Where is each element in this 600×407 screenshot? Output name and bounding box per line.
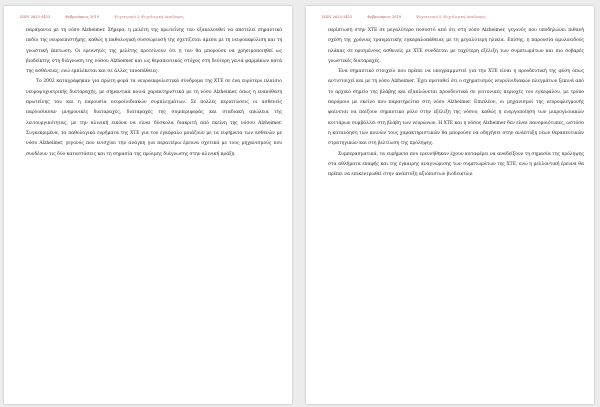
body-text xyxy=(26,26,282,398)
paragraph: Το 2002 καταγράφηκαν για πρώτη φορά τα νευροεκφυλιστικά σύνδρομα της ΧΤΕ σε ένα ευρύτερο πλαίσιο νευροψυχιατρικής διαταραχής, με σημαντικά κοινά χαρακτηριστικά με τη νόσο Alzheimer, όπως η εναπόθεση πρωτεΐνης ταυ και η παρουσία νευροϊνιδιακών συμπλεγμάτων. Σε πολλές περιπτώσεις οι ασθενείς παρουσίασαν μνημονικές διαταραχές, διαταραχές της συμπεριφοράς και σταδιακή απώλεια της λειτουργικότητας, με την κλινική εικόνα να είναι δύσκολα διακριτή από εκείνη της νόσου Alzheimer. Συγκεκριμένα, τα παθολογικά ευρήματα της ΧΤΕ για τον εγκέφαλο μοιάζουν με τα ευρήματα των ασθενών με νόσο Alzheimer, γεγονός που ενισχύει την ανάγκη για περαιτέρω έρευνα σχετικά με τους μηχανισμούς που συνδέουν τις δύο καταστάσεις και τη σημασία της πρώιμης διάγνωσης στην κλινική πράξη. xyxy=(26,79,282,157)
journal-title: Ψυχιατρική & Ψυχολογική Αναδρομές xyxy=(416,15,487,19)
right-page xyxy=(306,6,594,404)
paragraph: περίπτωση στην ΧΤΕ σε μεγαλύτερο ποσοστό από ότι στη νόσο Alzheimer, γεγονός που υποδηλώνει πιθανή σχέση της χρόνιας τραυματικής εγκεφαλοπάθειας με τη μεγαλύτερη ηλικία. Επίσης, η παρουσία αμυλοειδούς πλάκας σε ορισμένους ασθενείς με ΧΤΕ συνδέεται με ταχύτερη εξέλιξη των συμπτωμάτων και πιο σοβαρές γνωστικές διαταραχές. xyxy=(328,28,584,64)
issn-label: ISSN 2623-3453 xyxy=(20,15,51,19)
paragraph: Συμπερασματικά, τα ευρήματα που ερευνήθηκαν έχουν καταφέρει να αναδείξουν τη σημασία της πρόληψης στα αθλήματα επαφής και της έγκαιρης αναγνώρισης των συμπτωμάτων της ΧΤΕ, ενώ η μελλοντική έρευνα θα πρέπει να επικεντρωθεί στην ανάπτυξη αξιόπιστων βιοδεικτών. xyxy=(328,151,584,178)
issue-date: Φεβρουάριος 2019 xyxy=(65,15,99,19)
page-header xyxy=(322,15,582,23)
journal-title: Ψυχιατρική & Ψυχολογική Αναδρομές xyxy=(114,15,185,19)
page-header xyxy=(20,15,280,23)
issn-label: ISSN 2623-3453 xyxy=(322,15,353,19)
paragraph: Ένα σημαντικό στοιχείο που πρέπει να υπογραμμιστεί για την ΧΤΕ είναι η προοδευτική της φύση όπως αντιστοιχεί και με τη νόσο Alzheimer. Έχει προταθεί ότι ο σχηματισμός νευροϊνιδιακών πλεγμάτων ξεκινά από το αρχικό σημείο της βλάβης και εξαπλώνεται προοδευτικά σε γειτονικές περιοχές του εγκεφάλου, με τρόπο παρόμοιο με εκείνο που παρατηρείται στη νόσο Alzheimer. Επιπλέον, οι μηχανισμοί της νευροφλεγμονής φαίνεται να παίζουν σημαντικό ρόλο στην εξέλιξη της νόσου, καθώς η ενεργοποίηση των μικρογλοιακών κυττάρων συμβάλλει στη βλάβη των νευρώνων. Η ΧΤΕ και η νόσος Alzheimer δεν είναι πανομοιότυπες, ωστόσο η κατανόηση των κοινών τους χαρακτηριστικών θα μπορούσε να οδηγήσει στην ανάπτυξη νέων θεραπευτικών στρατηγικών και στη βελτίωση της πρόληψης. xyxy=(328,69,584,147)
issue-date: Φεβρουάριος 2019 xyxy=(367,15,401,19)
left-page xyxy=(4,6,292,404)
paragraph: παράγοντα με τη νόσο Alzheimer. Σήμερα, η μελέτη της πρωτεΐνης ταυ εξακολουθεί να αποτελεί σημαντικό πεδίο της νευροεπιστήμης, καθώς η παθολογική συσσώρευσή της σχετίζεται άμεσα με τη νευροεκφύλιση και τη γνωστική έκπτωση. Οι ερευνητές της μελέτης προτείνουν ότι η ταυ θα μπορούσε να χρησιμοποιηθεί ως βιοδείκτης στη διάγνωση της νόσου Alzheimer και ως θεραπευτικός στόχος στη δεύτερη γενιά φαρμάκων κατά της ασθένειας, ενώ εμπλέκεται και σε άλλες ταυοπάθειες. xyxy=(26,28,282,75)
body-text xyxy=(328,26,584,398)
